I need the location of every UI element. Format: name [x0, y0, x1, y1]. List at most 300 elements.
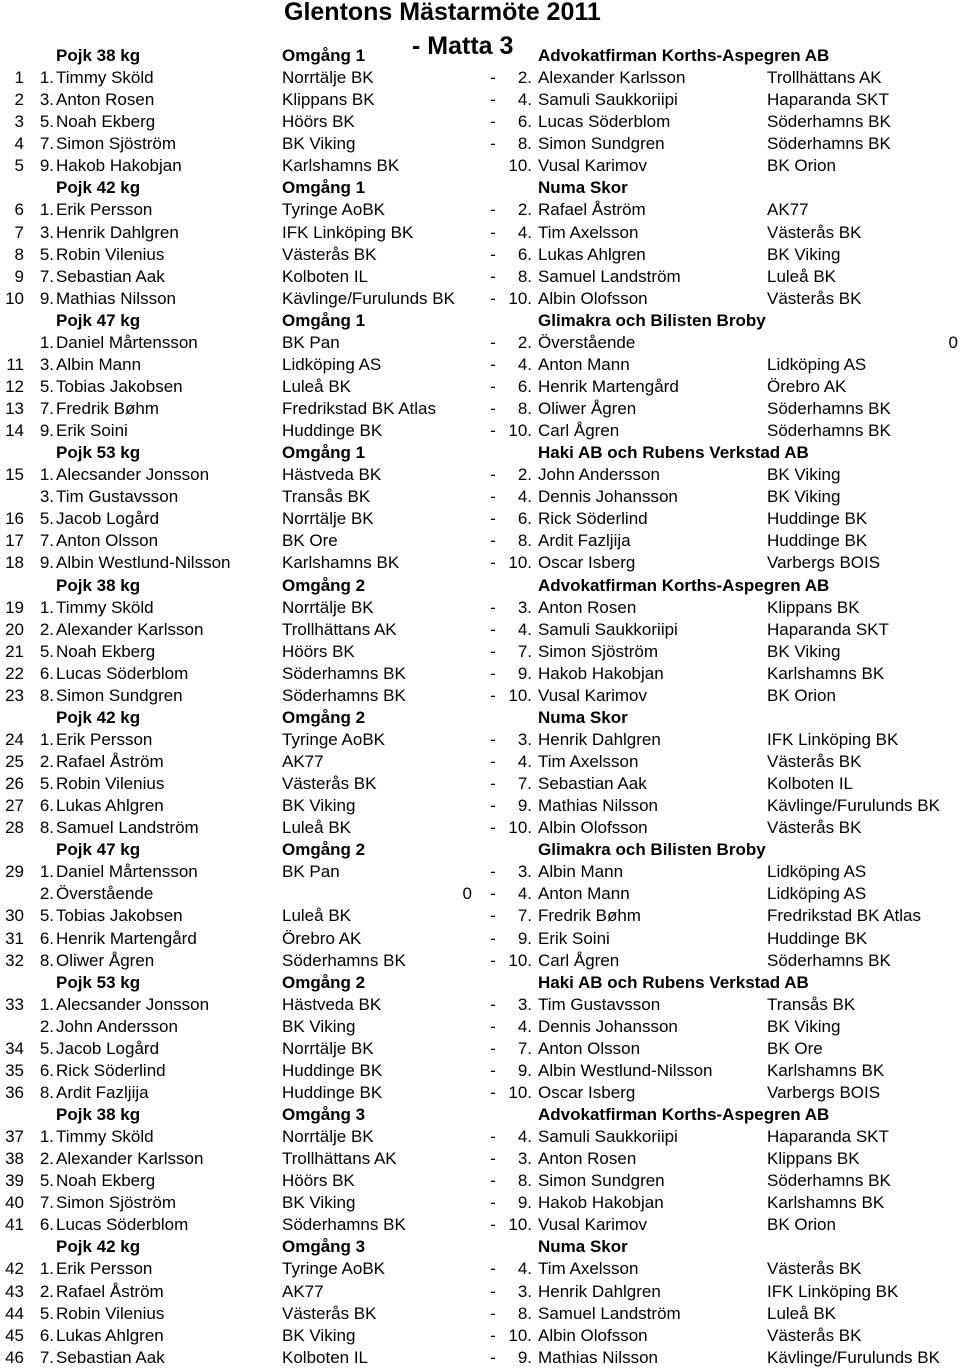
match-number: 7	[14, 222, 24, 242]
match-number: 28	[5, 818, 24, 838]
seed-a: 7.	[39, 266, 54, 286]
wrestler-b-club: Västerås BK	[767, 818, 862, 838]
wrestler-a-club: Huddinge BK	[282, 421, 383, 441]
versus-dash: -	[490, 1193, 496, 1213]
seed-a: 1.	[39, 200, 54, 220]
wrestler-a-club: Hästveda BK	[282, 994, 382, 1014]
versus-dash: -	[490, 818, 496, 838]
match-row	[0, 619, 960, 641]
seed-a: 5.	[39, 112, 54, 132]
seed-b: 9.	[517, 796, 532, 816]
seed-a: 6.	[39, 1060, 54, 1080]
match-row	[0, 928, 960, 950]
match-row	[0, 1082, 960, 1104]
match-row	[0, 354, 960, 376]
seed-a: 8.	[39, 1082, 54, 1102]
wrestler-b-name: Henrik Dahlgren	[538, 729, 661, 749]
seed-b: 4.	[517, 1127, 532, 1147]
seed-a: 9.	[39, 421, 54, 441]
wrestler-b-club: Trollhättans AK	[767, 68, 882, 88]
match-number: 35	[5, 1060, 24, 1080]
wrestler-a-name: Daniel Mårtensson	[56, 862, 198, 882]
wrestler-a-club: Fredrikstad BK Atlas	[282, 399, 437, 418]
match-row	[0, 950, 960, 972]
match-row	[0, 1126, 960, 1148]
wrestler-a-name: Alexander Karlsson	[56, 1149, 204, 1169]
wrestler-b-name: Ardit Fazljija	[538, 531, 631, 551]
wrestler-b-club: BK Orion	[767, 1215, 836, 1235]
weight-class-label: Pojk 42 kg	[56, 707, 141, 727]
seed-b: 10.	[508, 1082, 532, 1102]
wrestler-b-club: BK Viking	[767, 641, 841, 661]
wrestler-a-club: Höörs BK	[282, 641, 355, 661]
seed-b: 9.	[517, 663, 532, 683]
seed-b: 9.	[517, 1347, 532, 1367]
wrestler-a-name: Lucas Söderblom	[56, 663, 189, 683]
match-row	[0, 1303, 960, 1325]
versus-dash: -	[490, 354, 496, 374]
seed-b: 8.	[517, 1303, 532, 1323]
wrestler-a-name: Timmy Sköld	[56, 597, 154, 617]
wrestler-b-club: Västerås BK	[767, 1259, 862, 1279]
seed-b: 6.	[517, 376, 532, 396]
seed-a: 1.	[39, 862, 54, 882]
seed-b: 3.	[517, 1149, 532, 1169]
match-row	[0, 773, 960, 795]
seed-b: 8.	[517, 134, 532, 154]
wrestler-a-club: Tyringe AoBK	[282, 200, 386, 220]
wrestler-b-name: John Andersson	[538, 465, 660, 485]
seed-a: 7.	[39, 399, 54, 418]
match-number: 45	[5, 1325, 24, 1345]
match-row	[0, 861, 960, 883]
seed-b: 9.	[517, 1060, 532, 1080]
seed-a: 7.	[39, 531, 54, 551]
versus-dash: -	[490, 906, 496, 926]
wrestler-b-name: Anton Mann	[538, 354, 630, 374]
wrestler-a-club: Tyringe AoBK	[282, 729, 386, 749]
weight-class-label: Pojk 53 kg	[56, 972, 141, 992]
match-number: 24	[5, 729, 24, 749]
wrestler-b-club: Söderhamns BK	[767, 1171, 891, 1191]
sponsor-label: Numa Skor	[538, 1237, 628, 1257]
sponsor-label: Advokatfirman Korths-Aspegren AB	[538, 575, 830, 595]
seed-b: 8.	[517, 1171, 532, 1191]
wrestler-a-club: Norrtälje BK	[282, 1038, 374, 1058]
match-row	[0, 883, 960, 905]
weight-class-header	[0, 45, 960, 67]
versus-dash: -	[490, 729, 496, 749]
wrestler-a-club: BK Viking	[282, 134, 356, 154]
match-number: 16	[5, 509, 24, 529]
match-number: 8	[14, 244, 24, 264]
versus-dash: -	[490, 487, 496, 507]
wrestler-a-name: Erik Persson	[56, 729, 153, 749]
sponsor-label: Glimakra och Bilisten Broby	[538, 310, 766, 330]
wrestler-a-name: Tim Gustavsson	[56, 487, 179, 507]
seed-a: 5.	[39, 376, 54, 396]
wrestler-a-club: BK Pan	[282, 862, 340, 882]
wrestler-a-club: Höörs BK	[282, 1171, 355, 1191]
versus-dash: -	[490, 1347, 496, 1367]
seed-b: 4.	[517, 90, 532, 110]
wrestler-b-name: Lukas Ahlgren	[538, 244, 646, 264]
seed-b: 9.	[517, 928, 532, 948]
wrestler-b-name: Oscar Isberg	[538, 553, 636, 573]
versus-dash: -	[490, 399, 496, 418]
match-number: 43	[5, 1281, 24, 1301]
match-number: 9	[14, 266, 24, 286]
wrestler-b-name: Oscar Isberg	[538, 1082, 636, 1102]
seed-a: 1.	[39, 994, 54, 1014]
wrestler-a-club: Västerås BK	[282, 244, 377, 264]
wrestler-b-name: Tim Axelsson	[538, 752, 639, 771]
wrestler-b-name: Dennis Johansson	[538, 487, 678, 507]
match-number: 20	[5, 619, 24, 639]
wrestler-b-name: Henrik Martengård	[538, 376, 679, 396]
wrestler-b-name: Överstående	[538, 332, 636, 352]
score-b: 0	[948, 332, 958, 352]
wrestler-b-name: Albin Mann	[538, 862, 624, 882]
seed-a: 3.	[39, 90, 54, 110]
wrestler-a-name: Robin Vilenius	[56, 1303, 165, 1323]
match-row	[0, 994, 960, 1016]
wrestler-b-name: Anton Rosen	[538, 1149, 637, 1169]
wrestler-a-club: BK Viking	[282, 1193, 356, 1213]
wrestler-b-name: Hakob Hakobjan	[538, 663, 664, 683]
wrestler-a-club: BK Viking	[282, 796, 356, 816]
match-number: 29	[5, 862, 24, 882]
weight-class-header	[0, 1104, 960, 1126]
wrestler-a-name: Anton Olsson	[56, 531, 159, 551]
versus-dash: -	[490, 950, 496, 970]
weight-class-header	[0, 442, 960, 464]
wrestler-a-name: Samuel Landström	[56, 818, 199, 838]
wrestler-b-name: Hakob Hakobjan	[538, 1193, 664, 1213]
sponsor-label: Numa Skor	[538, 707, 628, 727]
wrestler-a-name: Henrik Dahlgren	[56, 222, 179, 242]
seed-a: 2.	[39, 752, 54, 771]
wrestler-a-name: Anton Rosen	[56, 90, 155, 110]
wrestler-b-club: Varbergs BOIS	[767, 1082, 881, 1102]
seed-b: 2.	[517, 465, 532, 485]
wrestler-a-club: BK Viking	[282, 1016, 356, 1036]
wrestler-b-name: Carl Ågren	[538, 950, 620, 970]
match-row	[0, 89, 960, 111]
seed-a: 2.	[39, 619, 54, 639]
match-number: 26	[5, 774, 24, 794]
wrestler-b-name: Lucas Söderblom	[538, 112, 671, 132]
versus-dash: -	[490, 1038, 496, 1058]
seed-b: 7.	[517, 1038, 532, 1058]
wrestler-a-name: Hakob Hakobjan	[56, 156, 182, 176]
match-row	[0, 1170, 960, 1192]
match-row	[0, 133, 960, 155]
wrestler-a-club: Norrtälje BK	[282, 509, 374, 529]
versus-dash: -	[490, 222, 496, 242]
wrestler-b-name: Albin Olofsson	[538, 288, 648, 308]
match-number: 10	[5, 288, 24, 308]
wrestler-a-name: Timmy Sköld	[56, 68, 154, 88]
wrestler-a-name: Robin Vilenius	[56, 244, 165, 264]
wrestler-b-name: Oliwer Ågren	[538, 399, 637, 418]
wrestler-b-name: Samuli Saukkoriipi	[538, 619, 678, 639]
wrestler-a-name: Erik Persson	[56, 200, 153, 220]
versus-dash: -	[490, 200, 496, 220]
match-number: 5	[14, 156, 24, 176]
wrestler-b-club: Örebro AK	[767, 376, 847, 396]
seed-b: 10.	[508, 685, 532, 705]
seed-a: 3.	[39, 222, 54, 242]
match-number: 3	[14, 112, 24, 132]
wrestler-a-name: Sebastian Aak	[56, 266, 165, 286]
wrestler-b-name: Alexander Karlsson	[538, 68, 686, 88]
wrestler-b-name: Samuli Saukkoriipi	[538, 90, 678, 110]
wrestler-a-club: Trollhättans AK	[282, 619, 397, 639]
wrestler-a-name: Lucas Söderblom	[56, 1215, 189, 1235]
seed-a: 9.	[39, 288, 54, 308]
match-schedule	[0, 45, 960, 1369]
match-number: 14	[5, 421, 24, 441]
wrestler-b-club: Haparanda SKT	[767, 90, 889, 110]
wrestler-a-name: Simon Sjöström	[56, 134, 176, 154]
wrestler-a-name: Timmy Sköld	[56, 1127, 154, 1147]
wrestler-a-club: IFK Linköping BK	[282, 222, 414, 242]
round-label: Omgång 1	[282, 310, 366, 330]
mat-label: - Matta 3	[412, 32, 514, 60]
wrestler-b-name: Samuel Landström	[538, 1303, 681, 1323]
wrestler-b-name: Carl Ågren	[538, 421, 620, 441]
wrestler-b-club: AK77	[767, 200, 809, 220]
match-row	[0, 729, 960, 751]
versus-dash: -	[490, 1127, 496, 1147]
seed-b: 3.	[517, 994, 532, 1014]
wrestler-a-club: Klippans BK	[282, 90, 375, 110]
wrestler-b-club: Kävlinge/Furulunds BK	[767, 1347, 940, 1367]
score-a: 0	[462, 884, 472, 904]
versus-dash: -	[490, 553, 496, 573]
seed-b: 10.	[508, 421, 532, 441]
match-number: 17	[5, 531, 24, 551]
seed-a: 9.	[39, 553, 54, 573]
versus-dash: -	[490, 1149, 496, 1169]
wrestler-b-name: Dennis Johansson	[538, 1016, 678, 1036]
wrestler-b-club: Klippans BK	[767, 597, 860, 617]
wrestler-a-name: Daniel Mårtensson	[56, 332, 198, 352]
wrestler-b-club: Haparanda SKT	[767, 1127, 889, 1147]
wrestler-a-club: Västerås BK	[282, 774, 377, 794]
seed-b: 4.	[517, 619, 532, 639]
match-number: 25	[5, 752, 24, 771]
versus-dash: -	[490, 928, 496, 948]
wrestler-b-club: Västerås BK	[767, 222, 862, 242]
wrestler-a-name: Jacob Logård	[56, 509, 160, 529]
seed-a: 7.	[39, 1193, 54, 1213]
match-row	[0, 288, 960, 310]
match-number: 37	[5, 1127, 24, 1147]
seed-b: 4.	[517, 1259, 532, 1279]
wrestler-b-club: Västerås BK	[767, 752, 862, 771]
seed-b: 7.	[517, 906, 532, 926]
match-row	[0, 1192, 960, 1214]
wrestler-b-name: Rick Söderlind	[538, 509, 648, 529]
wrestler-b-club: BK Orion	[767, 156, 836, 176]
match-row	[0, 222, 960, 244]
weight-class-header	[0, 177, 960, 199]
round-label: Omgång 2	[282, 840, 366, 860]
match-row	[0, 332, 960, 354]
wrestler-b-name: Mathias Nilsson	[538, 1347, 658, 1367]
versus-dash: -	[490, 1060, 496, 1080]
wrestler-b-club: IFK Linköping BK	[767, 1281, 899, 1301]
sponsor-label: Advokatfirman Korths-Aspegren AB	[538, 46, 830, 65]
wrestler-a-club: Trollhättans AK	[282, 1149, 397, 1169]
wrestler-a-club: Kolboten IL	[282, 266, 369, 286]
wrestler-a-name: Henrik Martengård	[56, 928, 197, 948]
wrestler-b-club: Karlshamns BK	[767, 1193, 885, 1213]
wrestler-a-club: Norrtälje BK	[282, 597, 374, 617]
weight-class-label: Pojk 47 kg	[56, 840, 141, 860]
wrestler-a-club: AK77	[282, 752, 324, 771]
seed-a: 6.	[39, 1325, 54, 1345]
wrestler-b-club: Söderhamns BK	[767, 950, 891, 970]
wrestler-b-name: Vusal Karimov	[538, 685, 647, 705]
match-row	[0, 244, 960, 266]
round-label: Omgång 3	[282, 1105, 366, 1124]
wrestler-b-club: BK Viking	[767, 1016, 841, 1036]
wrestler-a-name: Lukas Ahlgren	[56, 1325, 164, 1345]
wrestler-b-name: Mathias Nilsson	[538, 796, 658, 816]
match-row	[0, 67, 960, 89]
wrestler-a-club: Luleå BK	[282, 376, 351, 396]
weight-class-label: Pojk 38 kg	[56, 1105, 141, 1124]
sponsor-label: Glimakra och Bilisten Broby	[538, 840, 766, 860]
seed-b: 7.	[517, 774, 532, 794]
weight-class-label: Pojk 42 kg	[56, 1237, 141, 1257]
wrestler-b-name: Tim Axelsson	[538, 1259, 639, 1279]
wrestler-b-club: Luleå BK	[767, 266, 836, 286]
match-number: 32	[5, 950, 24, 970]
match-row	[0, 155, 960, 177]
round-label: Omgång 1	[282, 443, 366, 463]
match-row	[0, 508, 960, 530]
match-row	[0, 1060, 960, 1082]
wrestler-a-club: AK77	[282, 1281, 324, 1301]
seed-a: 1.	[39, 332, 54, 352]
wrestler-a-club: Karlshamns BK	[282, 156, 400, 176]
wrestler-a-name: Robin Vilenius	[56, 774, 165, 794]
wrestler-b-name: Tim Axelsson	[538, 222, 639, 242]
match-number: 12	[5, 376, 24, 396]
versus-dash: -	[490, 752, 496, 771]
match-row	[0, 905, 960, 927]
wrestler-a-name: Mathias Nilsson	[56, 288, 176, 308]
wrestler-b-club: Västerås BK	[767, 288, 862, 308]
versus-dash: -	[490, 1259, 496, 1279]
versus-dash: -	[490, 796, 496, 816]
seed-a: 5.	[39, 1038, 54, 1058]
seed-a: 1.	[39, 729, 54, 749]
wrestler-a-club: Västerås BK	[282, 1303, 377, 1323]
wrestler-b-club: BK Orion	[767, 685, 836, 705]
wrestler-b-name: Henrik Dahlgren	[538, 1281, 661, 1301]
versus-dash: -	[490, 685, 496, 705]
match-row	[0, 1258, 960, 1280]
weight-class-header	[0, 839, 960, 861]
sponsor-label: Numa Skor	[538, 178, 628, 198]
wrestler-a-club: Örebro AK	[282, 928, 362, 948]
wrestler-a-name: Rafael Åström	[56, 752, 164, 771]
match-row	[0, 266, 960, 288]
seed-a: 1.	[39, 68, 54, 88]
round-label: Omgång 3	[282, 1237, 366, 1257]
weight-class-header	[0, 707, 960, 729]
versus-dash: -	[490, 68, 496, 88]
versus-dash: -	[490, 1325, 496, 1345]
versus-dash: -	[490, 1171, 496, 1191]
seed-b: 10.	[508, 553, 532, 573]
wrestler-a-name: Noah Ekberg	[56, 641, 156, 661]
seed-a: 5.	[39, 244, 54, 264]
versus-dash: -	[490, 1082, 496, 1102]
seed-a: 8.	[39, 950, 54, 970]
wrestler-b-club: Söderhamns BK	[767, 112, 891, 132]
round-label: Omgång 2	[282, 972, 366, 992]
versus-dash: -	[490, 884, 496, 904]
weight-class-label: Pojk 47 kg	[56, 310, 141, 330]
wrestler-a-name: Simon Sjöström	[56, 1193, 176, 1213]
weight-class-header	[0, 575, 960, 597]
seed-a: 1.	[39, 465, 54, 485]
versus-dash: -	[490, 597, 496, 617]
match-number: 23	[5, 685, 24, 705]
wrestler-a-club: Lidköping AS	[282, 354, 382, 374]
match-row	[0, 530, 960, 552]
wrestler-a-club: Söderhamns BK	[282, 685, 406, 705]
seed-a: 5.	[39, 774, 54, 794]
versus-dash: -	[490, 994, 496, 1014]
wrestler-a-name: Ardit Fazljija	[56, 1082, 149, 1102]
versus-dash: -	[490, 663, 496, 683]
wrestler-a-name: Simon Sundgren	[56, 685, 183, 705]
match-row	[0, 486, 960, 508]
wrestler-a-name: Noah Ekberg	[56, 1171, 156, 1191]
wrestler-b-name: Fredrik Bøhm	[538, 906, 641, 926]
seed-b: 8.	[517, 266, 532, 286]
match-number: 44	[5, 1303, 24, 1323]
versus-dash: -	[490, 619, 496, 639]
seed-a: 2.	[39, 1281, 54, 1301]
wrestler-b-club: Lidköping AS	[767, 884, 867, 904]
seed-a: 5.	[39, 1171, 54, 1191]
wrestler-a-club: BK Viking	[282, 1325, 356, 1345]
seed-b: 6.	[517, 244, 532, 264]
seed-b: 6.	[517, 509, 532, 529]
versus-dash: -	[490, 1215, 496, 1235]
match-number: 46	[5, 1347, 24, 1367]
match-row	[0, 464, 960, 486]
wrestler-b-name: Simon Sjöström	[538, 641, 658, 661]
match-row	[0, 795, 960, 817]
versus-dash: -	[490, 266, 496, 286]
weight-class-header	[0, 1236, 960, 1258]
seed-b: 4.	[517, 752, 532, 771]
wrestler-b-name: Samuli Saukkoriipi	[538, 1127, 678, 1147]
seed-a: 8.	[39, 818, 54, 838]
versus-dash: -	[490, 641, 496, 661]
page-title: Glentons Mästarmöte 2011	[284, 0, 601, 26]
wrestler-a-name: Sebastian Aak	[56, 1347, 165, 1367]
